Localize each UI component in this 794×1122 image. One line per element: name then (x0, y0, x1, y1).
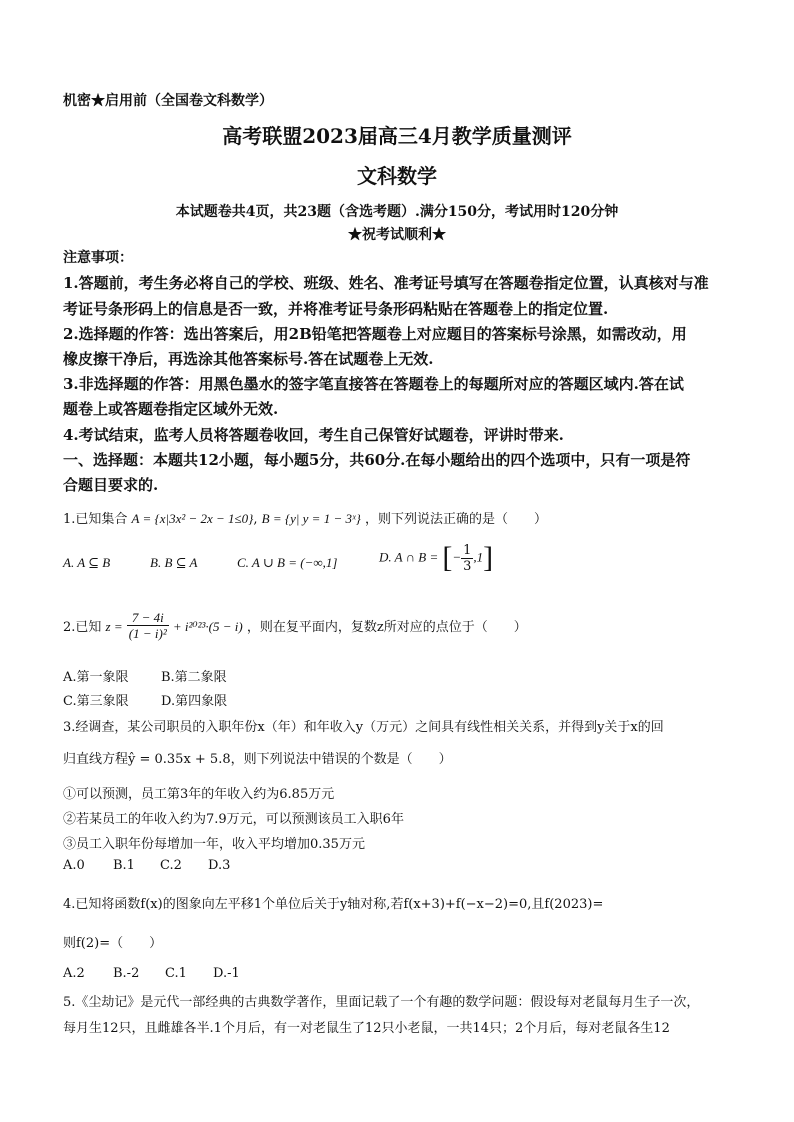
confidential-label: 机密★启用前（全国卷文科数学） (63, 93, 273, 109)
q4-line-b: 则f(2)=（ ） (63, 936, 163, 951)
q3-statement-2: ②若某员工的年收入约为7.9万元，可以预测该员工入职6年 (63, 812, 404, 827)
q2-denominator: (1 − i)² (128, 626, 167, 641)
q3-option-c: C.2 (160, 858, 182, 873)
good-luck: ★祝考试顺利★ (348, 227, 446, 243)
q2-option-a: A.第一象限 (63, 670, 129, 685)
q3-options (63, 858, 231, 873)
q1-d-tail: ,1 (473, 549, 484, 565)
q1-option-d: D. A ∩ B = [− $\frac{1}{3}$ ,1] (379, 541, 494, 574)
note-2b: 橡皮擦干净后，再选涂其他答案标号.答在试题卷上无效. (63, 350, 434, 368)
note-2a: 2.选择题的作答：选出答案后，用2B铅笔把答题卷上对应题目的答案标号涂黑，如需改动，用 (63, 325, 687, 343)
note-1a: 1.答题前，考生务必将自己的学校、班级、姓名、准考证号填写在答题卷指定位置，认真核对与准 (63, 274, 709, 292)
q2-z: z = (105, 619, 123, 634)
q3-line-b: 归直线方程ŷ = 0.35x + 5.8，则下列说法中错误的个数是（ ） (63, 752, 452, 767)
q1-option-d-label: D. A ∩ B = (379, 549, 439, 565)
q3-statement-1: ①可以预测，员工第3年的年收入约为6.85万元 (63, 787, 335, 802)
subject-title: 文科数学 (357, 164, 437, 188)
q5-line-a: 5.《尘劫记》是元代一部经典的古典数学著作，里面记载了一个有趣的数学问题：假设每对老鼠每月生子一次， (63, 995, 700, 1010)
q2-option-d: D.第四象限 (161, 694, 228, 709)
left-bracket: [ (442, 541, 453, 574)
q4-option-b: B.-2 (113, 966, 140, 981)
q1-set-b: B = {y| y = 1 − 3ˣ} (261, 511, 361, 526)
q3-statement-3: ③员工入职年份每增加一年，收入平均增加0.35万元 (63, 837, 365, 852)
q1-d-denominator: 3 (463, 558, 472, 574)
q1-d-numerator: 1 (463, 542, 472, 558)
right-bracket: ] (483, 541, 494, 574)
q2-fraction (127, 610, 169, 641)
note-3b: 题卷上或答题卷指定区域外无效. (63, 400, 279, 418)
q3-option-d: D.3 (208, 858, 231, 873)
q2-rest: + i²⁰²³·(5 − i) (172, 619, 243, 634)
q1-prefix: 1.已知集合 (63, 512, 128, 527)
q2-options-row1 (63, 666, 227, 685)
note-1b: 考证号条形码上的信息是否一致，并将准考证号条形码粘贴在答题卷上的指定位置. (63, 300, 609, 318)
note-4: 4.考试结束，监考人员将答题卷收回，考生自己保管好试题卷，评讲时带来. (63, 426, 564, 444)
q4-option-a: A.2 (63, 966, 85, 981)
q2-suffix: ，则在复平面内，复数z所对应的点位于（ ） (246, 620, 527, 635)
q4-options (63, 966, 240, 981)
note-3a: 3.非选择题的作答：用黑色墨水的签字笔直接答在答题卷上的每题所对应的答题区域内.答在试 (63, 375, 684, 393)
q1-suffix: ，则下列说法正确的是（ ） (365, 512, 548, 527)
q4-option-c: C.1 (165, 966, 187, 981)
notes-heading: 注意事项： (63, 250, 133, 266)
q3-option-a: A.0 (63, 858, 85, 873)
q1-set-a: A = {x|3x² − 2x − 1≤0} (131, 511, 254, 526)
question-2 (63, 612, 527, 643)
q2-prefix: 2.已知 (63, 620, 102, 635)
q2-option-c: C.第三象限 (63, 694, 129, 709)
q4-line-a: 4.已知将函数f(x)的图象向左平移1个单位后关于y轴对称,若f(x+3)+f(−x−2)=0,且f(2023)= (63, 897, 604, 912)
section-1-a: 一、选择题：本题共12小题，每小题5分，共60分.在每小题给出的四个选项中，只有一项是符 (63, 451, 691, 469)
q3-option-b: B.1 (113, 858, 135, 873)
q1-option-d-fraction (461, 543, 473, 574)
q5-line-b: 每月生12只，且雌雄各半.1个月后，有一对老鼠生了12只小老鼠，一共14只；2个月后，每对老鼠各生12 (63, 1021, 670, 1036)
q1-options (63, 541, 494, 574)
q2-option-b: B.第二象限 (161, 670, 227, 685)
q4-option-d: D.-1 (213, 966, 240, 981)
exam-info: 本试题卷共4页，共23题（含选考题）.满分150分，考试用时120分钟 (175, 204, 619, 220)
exam-title: 高考联盟2023届高三4月教学质量测评 (222, 124, 572, 148)
q3-line-a: 3.经调查，某公司职员的入职年份x（年）和年收入y（万元）之间具有线性相关关系，并得到y关于x的回 (63, 720, 664, 735)
q1-option-c: C. A ∪ B = (−∞,1] (237, 555, 338, 570)
q1-option-b: B. B ⊆ A (150, 555, 198, 570)
q2-options-row2 (63, 690, 228, 709)
question-1: 1.已知集合 A = {x|3x² − 2x − 1≤0}, B = {y| y = 1 − 3ˣ} ，则下列说法正确的是（ ） (63, 511, 548, 527)
section-1-b: 合题目要求的. (63, 476, 159, 494)
q2-numerator: 7 − 4i (127, 610, 169, 626)
q1-option-a: A. A ⊆ B (63, 555, 111, 570)
